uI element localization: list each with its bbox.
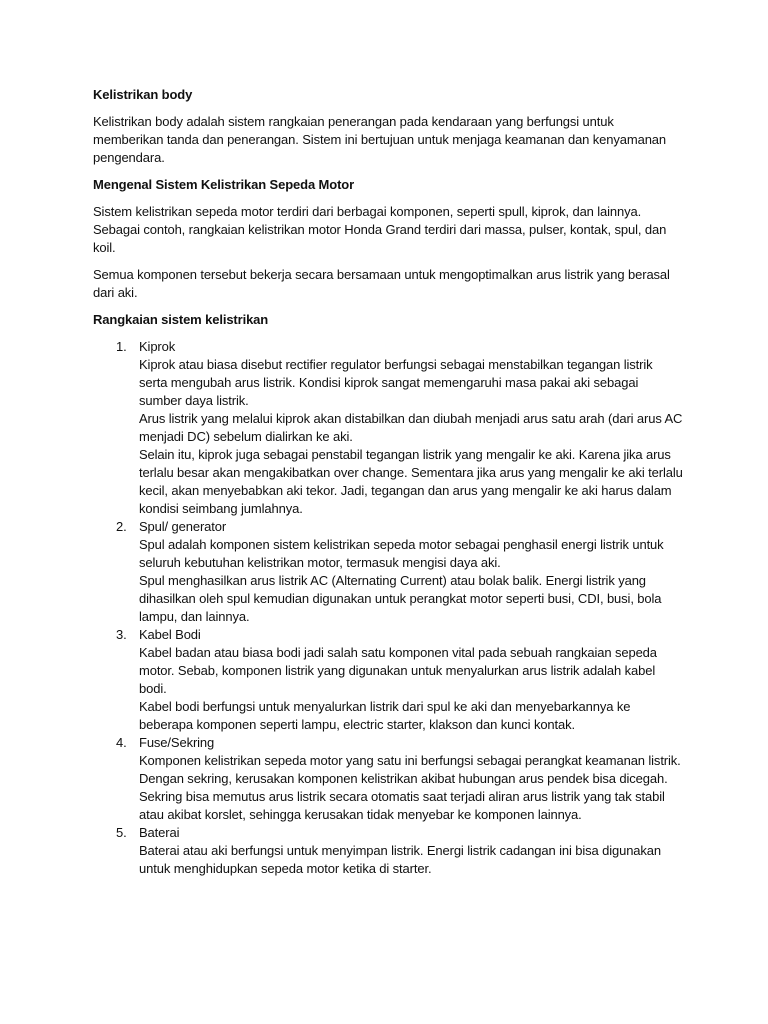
list-item-text: Arus listrik yang melalui kiprok akan distabilkan dan diubah menjadi arus satu arah (dari arus AC menjadi DC) sebelum dialirkan ke aki. [139, 411, 683, 444]
heading-rangkaian: Rangkaian sistem kelistrikan [93, 312, 269, 327]
list-item-text: Selain itu, kiprok juga sebagai penstabil tegangan listrik yang mengalir ke aki. Karena jika arus terlalu besar akan mengakibatkan over change. Sementara jika arus yang mengalir ke aki terlalu kecil, akan menyebabkan aki tekor. Jadi, tegangan dan arus yang mengalir ke aki harus dalam kondisi seimbang jumlahnya. [139, 447, 683, 516]
components-paragraph: Sistem kelistrikan sepeda motor terdiri dari berbagai komponen, seperti spull, kiprok, dan lainnya. Sebagai contoh, rangkaian kelistrikan motor Honda Grand terdiri dari massa, pulser, kontak, spul, dan koil. [93, 204, 667, 255]
component-list [93, 338, 683, 878]
list-item-spul [93, 518, 683, 626]
list-number: 5. [116, 825, 127, 840]
list-item-fuse [93, 734, 683, 824]
list-item-text: Kiprok atau biasa disebut rectifier regulator berfungsi sebagai menstabilkan tegangan listrik serta mengubah arus listrik. Kondisi kiprok sangat memengaruhi masa pakai aki sebagai sumber daya listrik. [139, 357, 653, 408]
list-item-text: Spul adalah komponen sistem kelistrikan sepeda motor sebagai penghasil energi listrik untuk seluruh kebutuhan kelistrikan motor, termasuk mengisi daya aki. [139, 537, 664, 570]
heading-kelistrikan-body: Kelistrikan body [93, 87, 193, 102]
list-item-title: Kiprok [139, 339, 176, 354]
list-item-kiprok [93, 338, 683, 518]
list-item-title: Baterai [139, 825, 180, 840]
list-item-title: Spul/ generator [139, 519, 227, 534]
list-item-title: Kabel Bodi [139, 627, 201, 642]
list-number: 3. [116, 627, 127, 642]
list-item-text: Baterai atau aki berfungsi untuk menyimpan listrik. Energi listrik cadangan ini bisa digunakan untuk menghidupkan sepeda motor ketika di starter. [139, 843, 662, 876]
list-number: 2. [116, 519, 127, 534]
summary-paragraph: Semua komponen tersebut bekerja secara bersamaan untuk mengoptimalkan arus listrik yang berasal dari aki. [93, 267, 670, 300]
list-item-kabel-bodi [93, 626, 683, 734]
intro-paragraph: Kelistrikan body adalah sistem rangkaian penerangan pada kendaraan yang berfungsi untuk memberikan tanda dan penerangan. Sistem ini bertujuan untuk menjaga keamanan dan kenyamanan pengendara. [93, 114, 667, 165]
list-item-baterai [93, 824, 683, 878]
document-page [93, 86, 683, 878]
list-item-text: Dengan sekring, kerusakan komponen kelistrikan akibat hubungan arus pendek bisa dicegah. Sekring bisa memutus arus listrik secara otomatis saat terjadi aliran arus listrik yang tak stabil atau akibat korslet, sehingga kerusakan tidak menyebar ke komponen lainnya. [139, 771, 668, 822]
heading-mengenal-sistem: Mengenal Sistem Kelistrikan Sepeda Motor [93, 177, 355, 192]
list-item-text: Komponen kelistrikan sepeda motor yang satu ini berfungsi sebagai perangkat keamanan listrik. [139, 753, 681, 768]
list-item-text: Spul menghasilkan arus listrik AC (Alternating Current) atau bolak balik. Energi listrik yang dihasilkan oleh spul kemudian digunakan untuk perangkat motor seperti busi, CDI, busi, bola lampu, dan lainnya. [139, 573, 662, 624]
list-item-text: Kabel badan atau biasa bodi jadi salah satu komponen vital pada sebuah rangkaian sepeda motor. Sebab, komponen listrik yang digunakan untuk menyalurkan arus listrik adalah kabel bodi. [139, 645, 657, 696]
list-number: 4. [116, 735, 127, 750]
list-number: 1. [116, 339, 127, 354]
list-item-title: Fuse/Sekring [139, 735, 215, 750]
list-item-text: Kabel bodi berfungsi untuk menyalurkan listrik dari spul ke aki dan menyebarkannya ke beberapa komponen seperti lampu, electric starter, klakson dan kunci kontak. [139, 699, 631, 732]
